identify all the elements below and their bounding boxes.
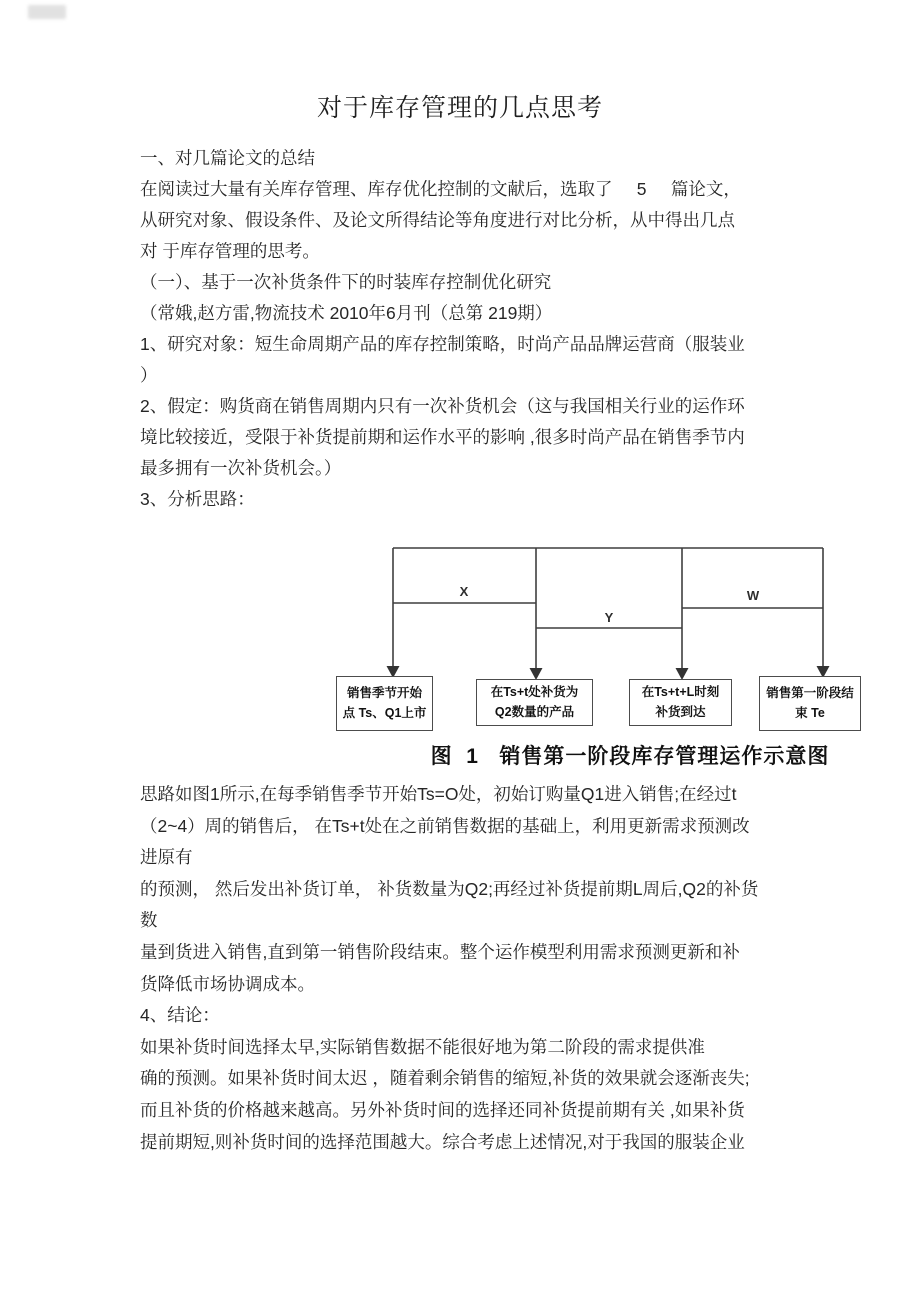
figure-1-caption: 图 1 销售第一阶段库存管理运作示意图 (430, 745, 830, 768)
segment-w-label: W (746, 588, 760, 603)
text-line: 4、结论： (140, 1005, 220, 1026)
box-text-line: 销售第一阶段结 (766, 686, 854, 701)
text-line: 1、研究对象：短生命周期产品的库存控制策略，时尚产品品牌运营商（服装业 (140, 334, 745, 354)
text-line: 在阅读过大量有关库存管理、库存优化控制的文献后，选取了 5 篇论文， (140, 179, 741, 199)
text-line: 对 于库存管理的思考。 (140, 241, 320, 261)
text-line: 的预测， 然后发出补货订单， 补货数量为Q2;再经过补货提前期L周后,Q2的补货 (140, 878, 759, 899)
text-line: 从研究对象、假设条件、及论文所得结论等角度进行对比分析，从中得出几点 (140, 210, 735, 230)
body-text-block-1 (140, 143, 802, 515)
timeline-box-stage-end (759, 676, 861, 731)
box-text-line: 点 Ts、Q1上市 (342, 705, 427, 720)
box-text-line: 补货到达 (655, 704, 706, 719)
body-text-block-2 (140, 779, 802, 1158)
box-text-line: 在Ts+t+L时刻 (641, 685, 720, 700)
text-line: 货降低市场协调成本。 (140, 973, 315, 994)
text-line: 最多拥有一次补货机会。） (140, 458, 342, 478)
text-line: 思路如图1所示,在每季销售季节开始Ts=O处，初始订购量Q1进入销售;在经过t (140, 784, 737, 804)
text-line: 量到货进入销售,直到第一销售阶段结束。整个运作模型利用需求预测更新和补 (140, 941, 740, 962)
box-text-line: 销售季节开始 (346, 686, 422, 701)
text-line: 如果补货时间选择太早,实际销售数据不能很好地为第二阶段的需求提供准 (140, 1036, 705, 1057)
timeline-box-season-start (336, 676, 433, 731)
box-text-line: 束 Te (795, 705, 825, 720)
text-line: （一）、基于一次补货条件下的时装库存控制优化研究 (140, 272, 552, 292)
text-line: （常娥,赵方雷,物流技术 2010年6月刊（总第 219期） (140, 303, 553, 323)
text-line: 确的预测。如果补货时间太迟 ，随着剩余销售的缩短,补货的效果就会逐渐丧失; (140, 1068, 750, 1089)
document-title: 对于库存管理的几点思考 (316, 94, 603, 122)
box-text-line: Q2数量的产品 (494, 704, 575, 719)
text-line: 提前期短,则补货时间的选择范围越大。综合考虑上述情况,对于我国的服装企业 (140, 1131, 745, 1152)
text-line: ） (140, 365, 158, 385)
segment-x-label: X (459, 584, 469, 599)
timeline-box-replenish-arrival (629, 679, 732, 726)
text-line: 2、假定：购货商在销售周期内只有一次补货机会（这与我国相关行业的运作环 (140, 396, 745, 416)
text-line: 而且补货的价格越来越高。另外补货时间的选择还同补货提前期有关 ,如果补货 (140, 1099, 745, 1120)
scan-artifact (28, 5, 66, 19)
timeline-box-replenish-order (476, 679, 593, 726)
text-line: 境比较接近，受限于补货提前期和运作水平的影响 ,很多时尚产品在销售季节内 (140, 427, 745, 447)
text-line: 3、分析思路： (140, 489, 255, 509)
figure-1 (330, 538, 875, 738)
segment-y-label: Y (604, 610, 614, 625)
box-text-line: 在Ts+t处补货为 (490, 685, 579, 700)
text-line: 一、对几篇论文的总结 (140, 148, 315, 168)
text-line: 进原有 (140, 847, 193, 868)
text-line: 数 (140, 910, 158, 931)
text-line: （2~4）周的销售后， 在Ts+t处在之前销售数据的基础上，利用更新需求预测改 (140, 815, 750, 836)
